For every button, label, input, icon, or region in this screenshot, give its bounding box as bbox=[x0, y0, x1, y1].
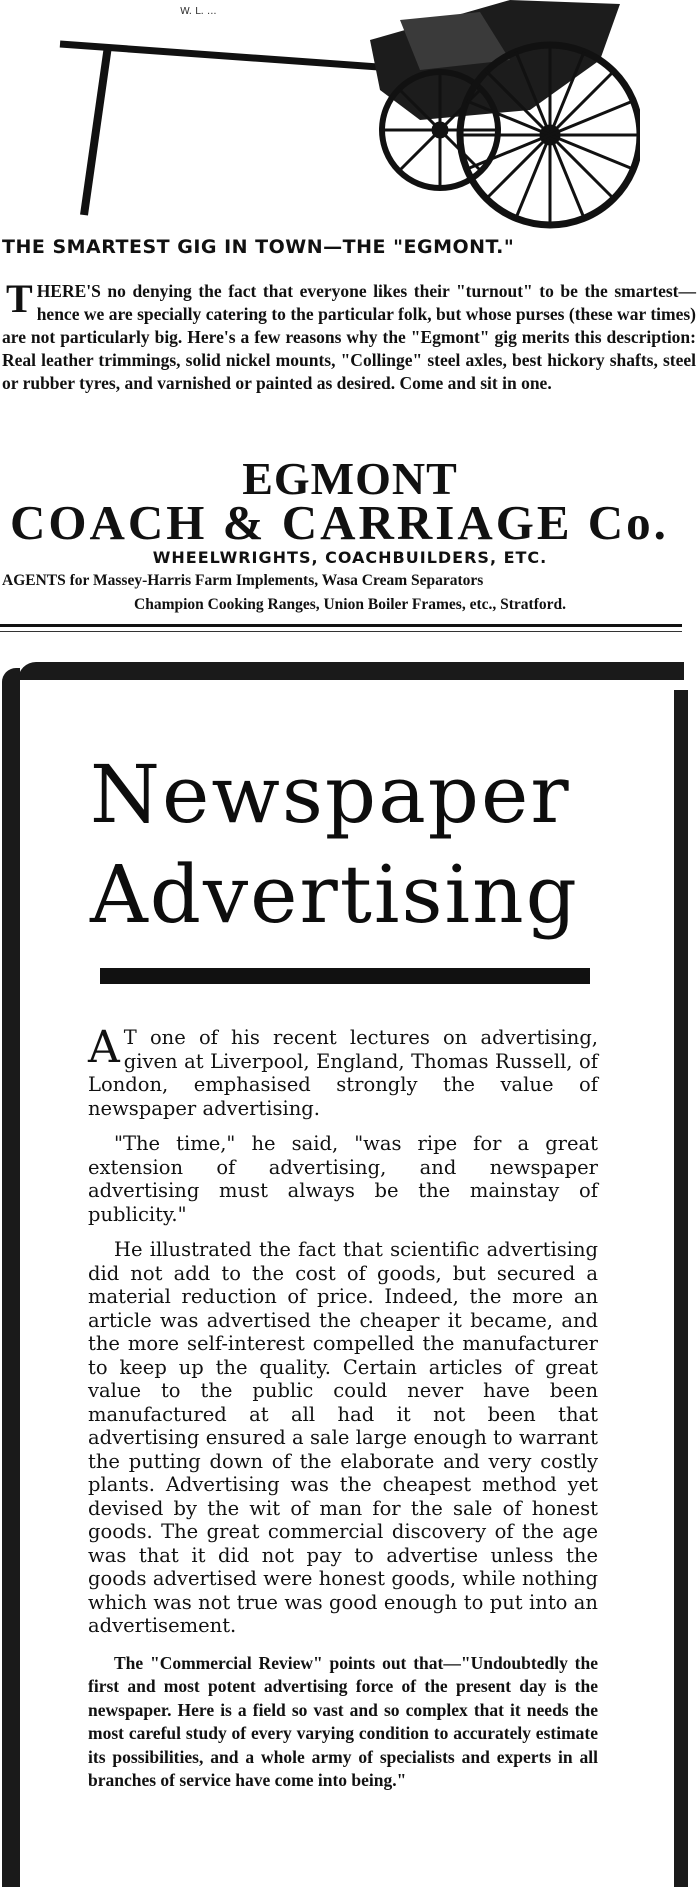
gig-caption: THE SMARTEST GIG IN TOWN—THE "EGMONT." bbox=[2, 236, 515, 258]
headline-line2: Advertising bbox=[90, 848, 579, 941]
paragraph-text: T one of his recent lectures on advertising, given at Liverpool, England, Thomas Russell, of London, emphasised strongly the value of newspaper advertising. bbox=[88, 1026, 598, 1120]
agents-line: AGENTS for Massey-Harris Farm Implements, Wasa Cream Separators bbox=[2, 572, 484, 589]
frame-right-border bbox=[674, 690, 688, 1887]
company-name-line2: COACH & CARRIAGE Co. bbox=[10, 495, 669, 550]
frame-top-border bbox=[18, 662, 684, 680]
gig-dropcap: T bbox=[6, 276, 33, 321]
article-paragraph: "The time," he said, "was ripe for a great extension of advertising, and newspaper advertising must always be the mainstay of publicity." bbox=[88, 1132, 598, 1226]
article-paragraph: He illustrated the fact that scientific advertising did not add to the cost of goods, but secured a material reduction of price. Indeed, the more an article was advertised the cheaper it became, and the more self-interest compelled the manufacturer to keep up the quality. Certain articles of great value to the public could never have been manufactured at all had it not been that advertising ensured a sale large enough to warrant the putting down of the elaborate and very costly plants. Advertising was the cheapest method yet devised by the wit of man for the sale of honest goods. The great commercial discovery of the age was that it did not pay to advertise unless the goods advertised were honest goods, while nothing which was not true was good enough to put into an advertisement. bbox=[88, 1238, 598, 1637]
company-name-line1: EGMONT bbox=[242, 453, 458, 504]
article-headline bbox=[90, 745, 610, 945]
section-divider-thick bbox=[0, 624, 682, 627]
article-paragraph bbox=[88, 1022, 598, 1120]
article-paragraph: The "Commercial Review" points out that—"Undoubtedly the first and most potent advertising force of the present day is the newspaper. Here is a field so vast and so complex that it needs the most careful study of every varying condition to accurately estimate its possibilities, and a whole army of specialists and experts in all branches of service have come into being." bbox=[88, 1652, 598, 1790]
gig-carriage-illustration bbox=[40, 0, 640, 235]
article-body bbox=[88, 1022, 598, 1805]
agents-line-2: Champion Cooking Ranges, Union Boiler Frames, etc., Stratford. bbox=[134, 596, 566, 613]
frame-left-border bbox=[2, 668, 20, 1887]
section-divider-thin bbox=[0, 631, 682, 632]
article-dropcap: A bbox=[88, 1022, 120, 1073]
company-trades: WHEELWRIGHTS, COACHBUILDERS, ETC. bbox=[152, 548, 548, 567]
masthead-fragment: W. L. ... bbox=[180, 6, 217, 17]
headline-rule bbox=[100, 968, 590, 984]
frame-inner-gap bbox=[20, 680, 680, 684]
gig-ad-body bbox=[2, 276, 696, 395]
gig-ad-text: HERE'S no denying the fact that everyone likes their "turnout" to be the smartest—hence we are specially catering to the particular folk, but whose purses (these war times) are not particularly big. Here's a few reasons why the "Egmont" gig merits this description: Real leather trimmings, solid nickel mounts, "Collinge" steel axles, best hickory shafts, steel or rubber tyres, and varnished or painted as desired. Come and sit in one. bbox=[2, 281, 696, 393]
headline-line1: Newspaper bbox=[90, 748, 571, 841]
